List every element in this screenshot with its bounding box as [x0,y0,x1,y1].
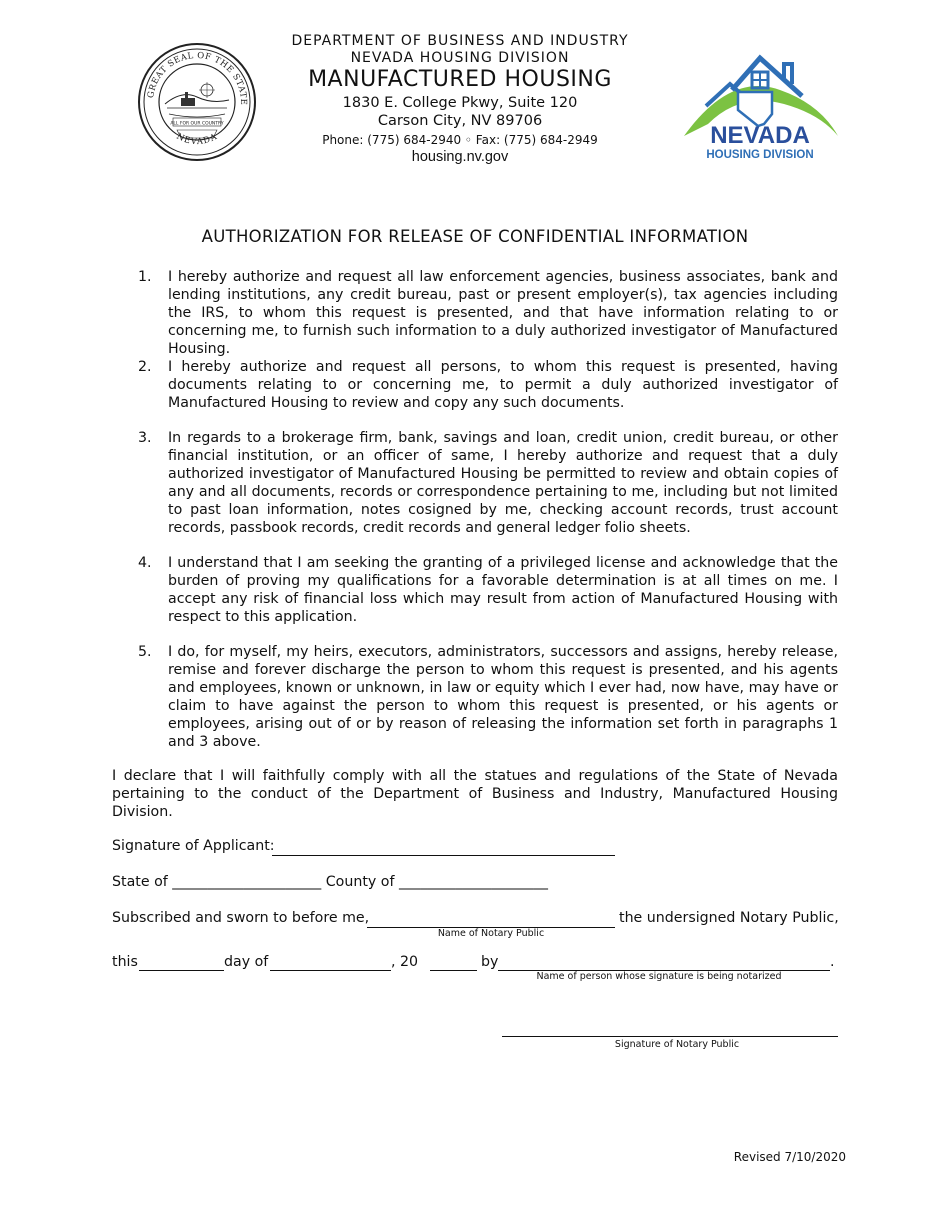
seal-top-text: GREAT SEAL OF THE STATE [146,50,249,106]
notary-signature-line[interactable] [502,1036,838,1037]
subscribed-label: Subscribed and sworn to before me, [112,910,370,926]
logo-nevada-word: NEVADA [710,122,810,149]
list-item-number: 4. [138,555,152,571]
header-department: DEPARTMENT OF BUSINESS AND INDUSTRY [291,33,629,49]
day-line[interactable] [139,970,224,971]
list-item-number: 1. [138,269,152,285]
header-program: MANUFACTURED HOUSING [308,67,612,92]
revised-date: Revised 7/10/2020 [733,1150,846,1164]
this-label: this [112,954,138,970]
person-name-caption: Name of person whose signature is being notarized [536,971,782,982]
signature-applicant-line[interactable] [272,855,615,856]
state-seal [137,42,257,162]
header-division: NEVADA HOUSING DIVISION [350,50,570,66]
signature-applicant-label: Signature of Applicant: [112,838,275,854]
year-prefix: , 20 [391,954,419,970]
logo-housing-division: HOUSING DIVISION [706,149,814,161]
end-period: . [830,954,835,970]
list-item [138,358,838,412]
nevada-housing-logo [680,52,840,164]
list-item-number: 5. [138,644,152,660]
seal-bottom-text: NEVADA [174,131,220,148]
list-item-number: 3. [138,430,152,446]
list-item [138,429,838,537]
county-label: County of [325,874,395,890]
day-of-label: day of [224,954,269,970]
header-address-line2: Carson City, NV 89706 [377,113,543,129]
state-field[interactable]: _____________________ [172,874,322,890]
list-item-text: I do, for myself, my heirs, executors, administrators, successors and assigns, hereby release, remise and forever discharge the person to whom this request is presented, and his agents and employees, known or unknown, in law or equity which I ever had, now have, may have or claim to have against the person to whom this request is presented, or his agents or employees, arising out of or by reason of releasing the information set forth in paragraphs 1 and 3 above. [168,644,838,750]
state-county-row [112,874,548,890]
notary-name-caption: Name of Notary Public [437,928,545,939]
seal-motto: ALL FOR OUR COUNTRY [170,121,224,127]
notary-signature-caption: Signature of Notary Public [614,1039,740,1050]
notary-public-text: the undersigned Notary Public, [619,910,839,926]
header-address-line1: 1830 E. College Pkwy, Suite 120 [342,95,578,111]
list-item-text: I hereby authorize and request all persons, to whom this request is presented, having documents relating to or concerning me, to permit a duly authorized investigator of Manufactured Housing to review and copy any such documents. [168,359,838,411]
list-item [138,268,838,358]
list-item [138,554,838,626]
by-label: by [481,954,499,970]
list-item-text: In regards to a brokerage firm, bank, savings and loan, credit union, credit bureau, or other financial institution, or an officer of same, I hereby authorize and request that a duly authorized investigator of Manufactured Housing be permitted to review and obtain copies of any and all documents, records or correspondence pertaining to me, including but not limited to past loan information, notes cosigned by me, checking account records, trust account records, passbook records, credit records and general ledger folio sheets. [168,430,838,536]
header-website: housing.nv.gov [411,149,509,165]
header-phone-fax: Phone: (775) 684-2940 ◦ Fax: (775) 684-2949 [322,133,598,147]
list-item [138,643,838,751]
county-field[interactable]: _____________________ [398,874,548,890]
month-line[interactable] [270,970,391,971]
list-item-text: I hereby authorize and request all law enforcement agencies, business associates, bank and lending institutions, any credit bureau, past or present employer(s), tax agencies including the IRS, to whom this request is presented, and that have information relating to or concerning me, to furnish such information to a duly authorized investigator of Manufactured Housing. [168,269,838,357]
document-title: AUTHORIZATION FOR RELEASE OF CONFIDENTIAL INFORMATION [201,227,749,246]
list-item-text: I understand that I am seeking the granting of a privileged license and acknowledge that the burden of proving my qualifications for a favorable determination is at all times on me. I accept any risk of financial loss which may result from action of Manufactured Housing with respect to this application. [168,555,838,625]
list-item-number: 2. [138,359,152,375]
year-line[interactable] [430,970,477,971]
state-label: State of [112,874,168,890]
declaration-paragraph: I declare that I will faithfully comply with all the statues and regulations of the State of Nevada pertaining to the conduct of the Department of Business and Industry, Manufactured Housing Division. [112,768,838,820]
